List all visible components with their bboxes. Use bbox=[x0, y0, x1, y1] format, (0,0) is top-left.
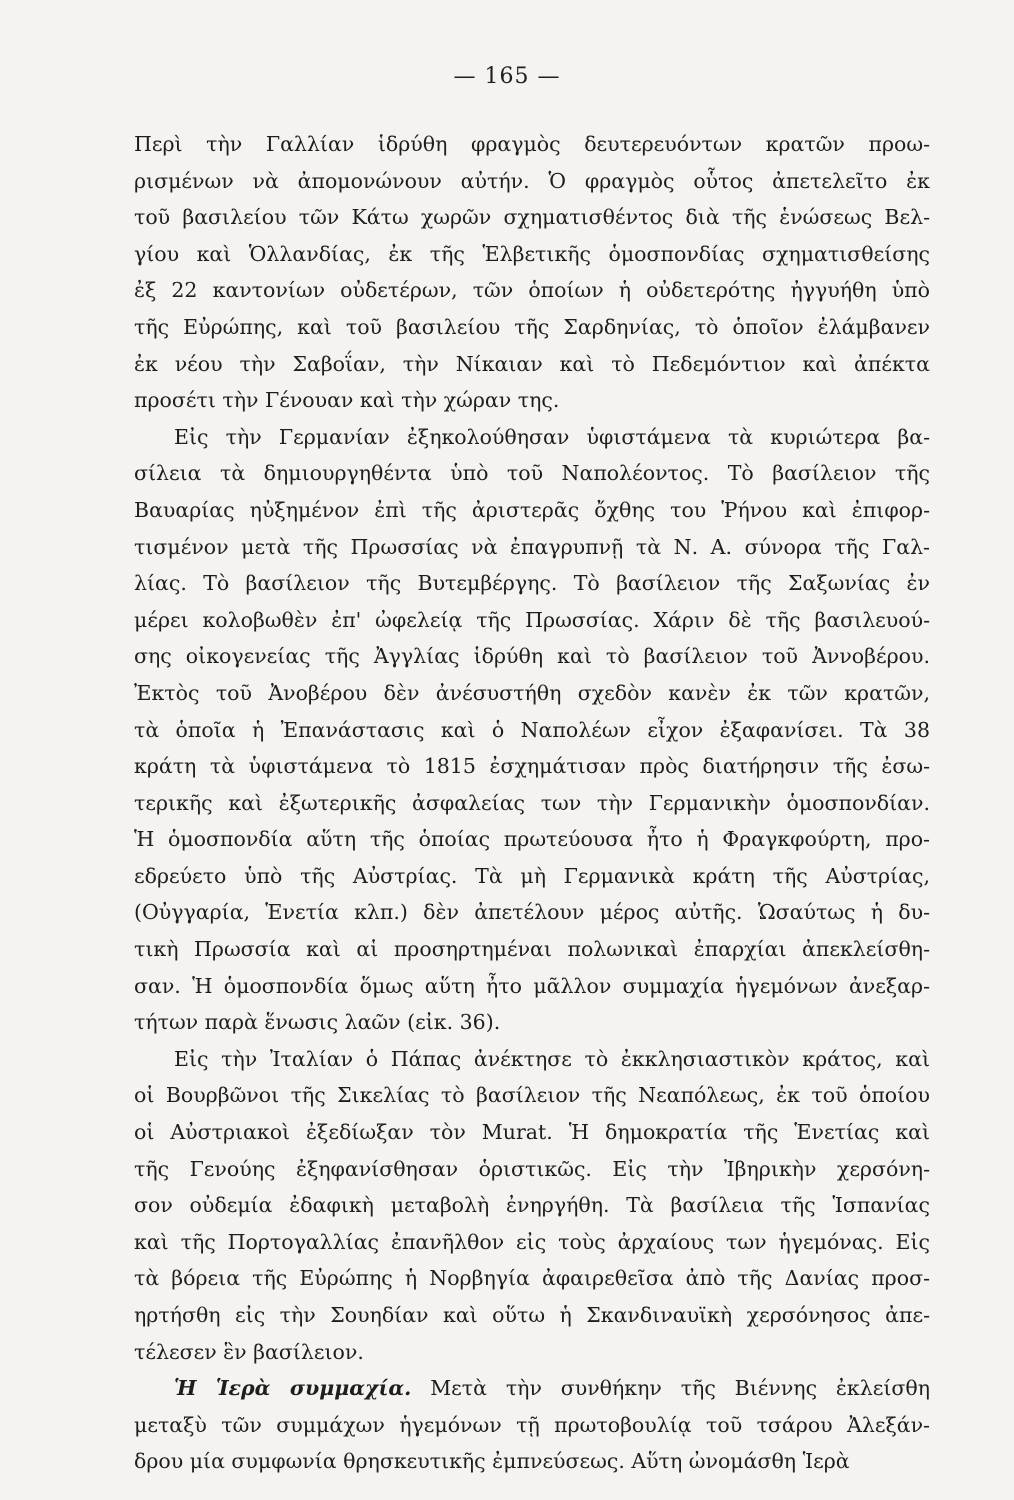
section-heading: Ἡ Ἱερὰ συμμαχία. bbox=[174, 1376, 412, 1401]
section-first-line bbox=[134, 1370, 930, 1407]
text-line: τῆς Εὐρώπης, καὶ τοῦ βασιλείου τῆς Σαρδηνίας, τὸ ὁποῖον ἐλάμβανεν bbox=[134, 314, 930, 339]
paragraph bbox=[134, 1041, 930, 1370]
text-line: μέρει κολοβωθὲν ἐπ' ὠφελείᾳ τῆς Πρωσσίας. Χάριν δὲ τῆς βασιλευού- bbox=[134, 607, 930, 632]
text-line: ἐξ 22 καντονίων οὐδετέρων, τῶν ὁποίων ἡ οὐδετερότης ἠγγυήθη ὑπὸ bbox=[134, 278, 930, 303]
text-line: κράτη τὰ ὑφιστάμενα τὸ 1815 ἐσχημάτισαν πρὸς διατήρησιν τῆς ἐσω- bbox=[134, 754, 930, 779]
text-line: τισμένον μετὰ τῆς Πρωσσίας νὰ ἐπαγρυπνῇ τὰ Ν. Α. σύνορα τῆς Γαλ- bbox=[134, 534, 930, 559]
text-line: προσέτι τὴν Γένουαν καὶ τὴν χώραν της. bbox=[134, 388, 560, 413]
text-line: ἐκ νέου τὴν Σαβοΐαν, τὴν Νίκαιαν καὶ τὸ Πεδεμόντιον καὶ ἀπέκτα bbox=[134, 351, 930, 376]
text-line: Βαυαρίας ηὐξημένον ἐπὶ τῆς ἀριστερᾶς ὄχθης του Ῥήνου καὶ ἐπιφορ- bbox=[134, 497, 930, 522]
text-line: σίλεια τὰ δημιουργηθέντα ὑπὸ τοῦ Ναπολέοντος. Τὸ βασίλειον τῆς bbox=[134, 461, 930, 486]
text-line: σης οἰκογενείας τῆς Ἀγγλίας ἱδρύθη καὶ τὸ βασίλειον τοῦ Ἀννοβέρου. bbox=[134, 644, 930, 669]
text-line: τὰ ὁποῖα ἡ Ἐπανάστασις καὶ ὁ Ναπολέων εἶχον ἐξαφανίσει. Τὰ 38 bbox=[134, 717, 930, 742]
text-line: τέλεσεν ἓν βασίλειον. bbox=[134, 1339, 364, 1364]
text-line: γίου καὶ Ὁλλανδίας, ἐκ τῆς Ἑλβετικῆς ὁμοσπονδίας σχηματισθείσης bbox=[134, 241, 930, 266]
body-text bbox=[134, 126, 930, 1480]
text-line: μεταξὺ τῶν συμμάχων ἡγεμόνων τῇ πρωτοβουλίᾳ τοῦ τσάρου Ἀλεξάν- bbox=[134, 1412, 930, 1437]
text-line: Ἡ ὁμοσπονδία αὕτη τῆς ὁποίας πρωτεύουσα ἦτο ἡ Φραγκφούρτη, προ- bbox=[134, 827, 930, 852]
text-line: (Οὐγγαρία, Ἑνετία κλπ.) δὲν ἀπετέλουν μέρος αὐτῆς. Ὡσαύτως ἡ δυ- bbox=[134, 900, 930, 925]
text-line: τικὴ Πρωσσία καὶ αἱ προσηρτημέναι πολωνικαὶ ἐπαρχίαι ἀπεκλείσθη- bbox=[134, 937, 930, 962]
text-line: τερικῆς καὶ ἐξωτερικῆς ἀσφαλείας των τὴν Γερμανικὴν ὁμοσπονδίαν. bbox=[134, 790, 930, 815]
text-line: ρισμένων νὰ ἀπομονώνουν αὐτήν. Ὁ φραγμὸς οὗτος ἀπετελεῖτο ἐκ bbox=[134, 168, 930, 193]
text-line: καὶ τῆς Πορτογαλλίας ἐπανῆλθον εἰς τοὺς ἀρχαίους των ἡγεμόνας. Εἰς bbox=[134, 1229, 930, 1254]
text-line: σαν. Ἡ ὁμοσπονδία ὅμως αὕτη ἦτο μᾶλλον συμμαχία ἡγεμόνων ἀνεξαρ- bbox=[134, 973, 930, 998]
paragraphs bbox=[134, 126, 930, 1370]
text-line: σον οὐδεμία ἐδαφικὴ μεταβολὴ ἐνηργήθη. Τὰ βασίλεια τῆς Ἱσπανίας bbox=[134, 1193, 930, 1218]
text-line: ηρτήσθη εἰς τὴν Σουηδίαν καὶ οὕτω ἡ Σκανδιναυϊκὴ χερσόνησος ἀπε- bbox=[134, 1303, 930, 1327]
text-line: Εἰς τὴν Ἰταλίαν ὁ Πάπας ἀνέκτησε τὸ ἐκκλησιαστικὸν κράτος, καὶ bbox=[174, 1046, 930, 1071]
paragraph bbox=[134, 419, 930, 1041]
text-line: δρου μία συμφωνία θρησκευτικῆς ἐμπνεύσεως. Αὕτη ὠνομάσθη Ἱερὰ bbox=[134, 1449, 850, 1474]
text-line: Περὶ τὴν Γαλλίαν ἱδρύθη φραγμὸς δευτερευόντων κρατῶν προω- bbox=[134, 132, 930, 156]
paragraph bbox=[134, 126, 930, 419]
section-first-line-text: Μετὰ τὴν συνθήκην τῆς Βιέννης ἐκλείσθη bbox=[430, 1376, 930, 1401]
text-line: εδρεύετο ὑπὸ τῆς Αὐστρίας. Τὰ μὴ Γερμανικὰ κράτη τῆς Αὐστρίας, bbox=[134, 863, 930, 888]
page-number: — 165 — bbox=[453, 64, 561, 89]
section-holy-alliance bbox=[134, 1370, 930, 1480]
text-line: οἱ Βουρβῶνοι τῆς Σικελίας τὸ βασίλειον τῆς Νεαπόλεως, ἐκ τοῦ ὁποίου bbox=[134, 1083, 930, 1108]
text-line: λίας. Τὸ βασίλειον τῆς Βυτεμβέργης. Τὸ βασίλειον τῆς Σαξωνίας ἐν bbox=[134, 571, 930, 596]
text-line: τοῦ βασιλείου τῶν Κάτω χωρῶν σχηματισθέντος διὰ τῆς ἑνώσεως Βελ- bbox=[134, 205, 930, 230]
text-line: Εἰς τὴν Γερμανίαν ἐξηκολούθησαν ὑφιστάμενα τὰ κυριώτερα βα- bbox=[174, 424, 930, 449]
text-line: τὰ βόρεια τῆς Εὐρώπης ἡ Νορβηγία ἀφαιρεθεῖσα ἀπὸ τῆς Δανίας προσ- bbox=[134, 1266, 930, 1291]
text-line: Ἐκτὸς τοῦ Ἀνοβέρου δὲν ἀνέσυστήθη σχεδὸν κανὲν ἐκ τῶν κρατῶν, bbox=[134, 680, 930, 705]
text-line: τήτων παρὰ ἕνωσις λαῶν (εἰκ. 36). bbox=[134, 1010, 501, 1035]
text-line: τῆς Γενούης ἐξηφανίσθησαν ὁριστικῶς. Εἰς τὴν Ἰβηρικὴν χερσόνη- bbox=[134, 1156, 930, 1181]
text-line: οἱ Αὐστριακοὶ ἐξεδίωξαν τὸν Murat. Ἡ δημοκρατία τῆς Ἑνετίας καὶ bbox=[134, 1120, 930, 1145]
